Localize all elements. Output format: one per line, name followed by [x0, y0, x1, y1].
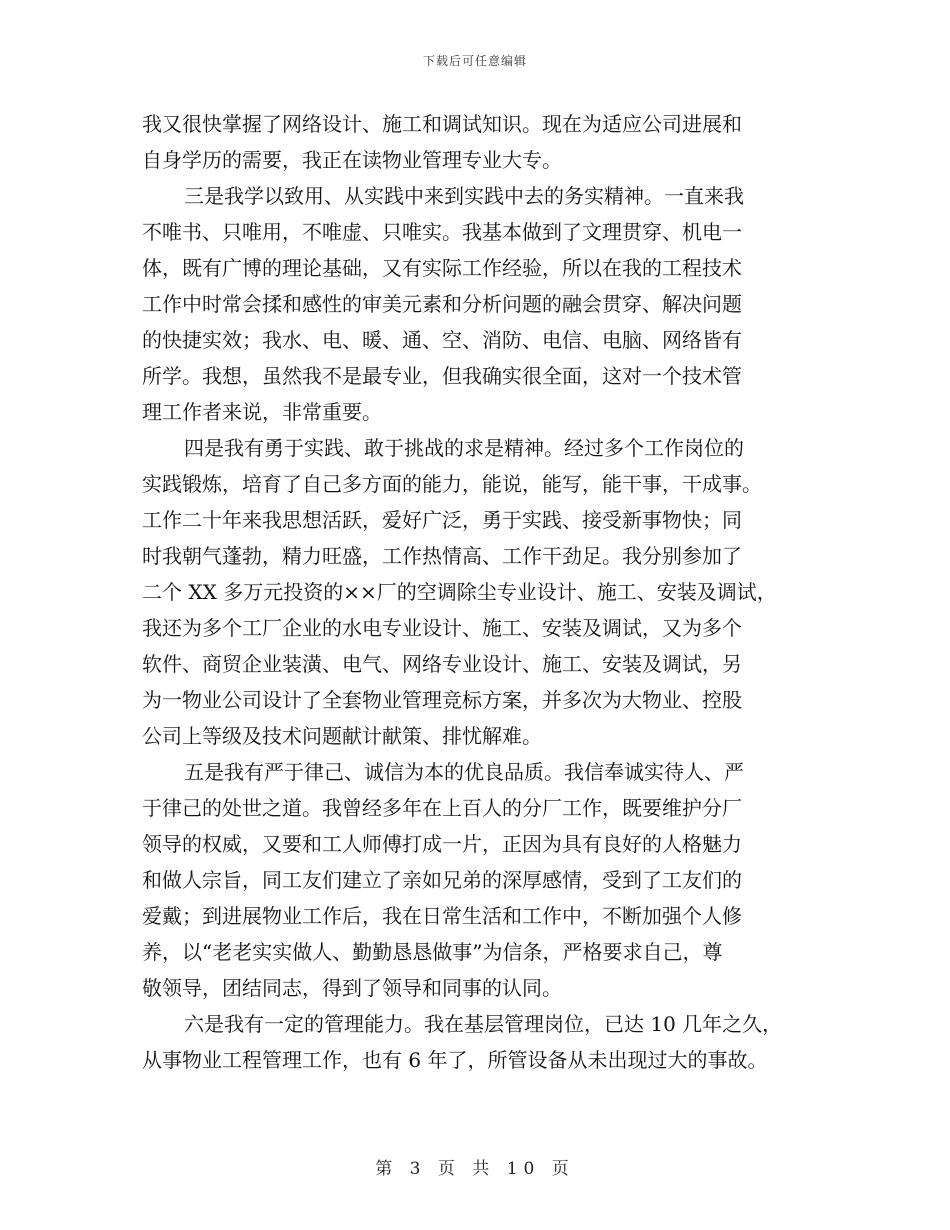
text-line: 为一物业公司设计了全套物业管理竞标方案，并多次为大物业、控股 — [142, 688, 742, 712]
text-line: 养，以“老老实实做人、勤勤恳恳做事”为信条，严格要求自己，尊 — [142, 940, 723, 964]
text-line: 四是我有勇于实践、敢于挑战的求是精神。经过多个工作岗位的 — [184, 436, 744, 460]
paragraph — [142, 106, 814, 178]
text-line: 实践锻炼，培育了自己多方面的能力，能说，能写，能干事，干成事。 — [142, 472, 762, 496]
text-line: 我又很快掌握了网络设计、施工和调试知识。现在为适应公司进展和 — [142, 112, 742, 136]
text-line: 工作二十年来我思想活跃，爱好广泛，勇于实践、接受新事物快；同 — [142, 508, 742, 532]
text-line: 二个 XX 多万元投资的××厂的空调除尘专业设计、施工、安装及调试， — [142, 580, 777, 604]
text-line: 三是我学以致用、从实践中来到实践中去的务实精神。一直来我 — [184, 184, 744, 208]
paragraph — [142, 430, 814, 754]
text-line: 软件、商贸企业装潢、电气、网络专业设计、施工、安装及调试，另 — [142, 652, 742, 676]
text-line: 五是我有严于律己、诚信为本的优良品质。我信奉诚实待人、严 — [184, 760, 744, 784]
text-line: 从事物业工程管理工作，也有 6 年了，所管设备从未出现过大的事故。 — [142, 1048, 768, 1072]
text-line: 和做人宗旨，同工友们建立了亲如兄弟的深厚感情，受到了工友们的 — [142, 868, 742, 892]
page-header: 下载后可任意编辑 — [422, 54, 527, 68]
text-line: 于律己的处世之道。我曾经多年在上百人的分厂工作，既要维护分厂 — [142, 796, 742, 820]
text-line: 时我朝气蓬勃，精力旺盛，工作热情高、工作干劲足。我分别参加了 — [142, 544, 742, 568]
paragraph — [142, 1006, 814, 1078]
text-line: 自身学历的需要，我正在读物业管理专业大专。 — [142, 148, 562, 172]
paragraph — [142, 178, 814, 430]
text-line: 工作中时常会揉和感性的审美元素和分析问题的融会贯穿、解决问题 — [142, 292, 742, 316]
text-line: 领导的权威，又要和工人师傅打成一片，正因为具有良好的人格魅力 — [142, 832, 742, 856]
text-line: 的快捷实效；我水、电、暖、通、空、消防、电信、电脑、网络皆有 — [142, 328, 742, 352]
text-line: 体，既有广博的理论基础，又有实际工作经验，所以在我的工程技术 — [142, 256, 742, 280]
document-body — [142, 106, 814, 1078]
text-line: 不唯书、只唯用，不唯虚、只唯实。我基本做到了文理贯穿、机电一 — [142, 220, 742, 244]
text-line: 公司上等级及技术问题献计献策、排忧解难。 — [142, 724, 542, 748]
text-line: 我还为多个工厂企业的水电专业设计、施工、安装及调试，又为多个 — [142, 616, 742, 640]
paragraph — [142, 754, 814, 1006]
page-number-footer: 第 3 页 共 10 页 — [375, 1159, 575, 1179]
text-line: 理工作者来说，非常重要。 — [142, 400, 382, 424]
text-line: 爱戴；到进展物业工作后，我在日常生活和工作中，不断加强个人修 — [142, 904, 742, 928]
text-line: 敬领导，团结同志，得到了领导和同事的认同。 — [142, 976, 562, 1000]
text-line: 所学。我想，虽然我不是最专业，但我确实很全面，这对一个技术管 — [142, 364, 742, 388]
text-line: 六是我有一定的管理能力。我在基层管理岗位，已达 10 几年之久， — [184, 1012, 783, 1036]
